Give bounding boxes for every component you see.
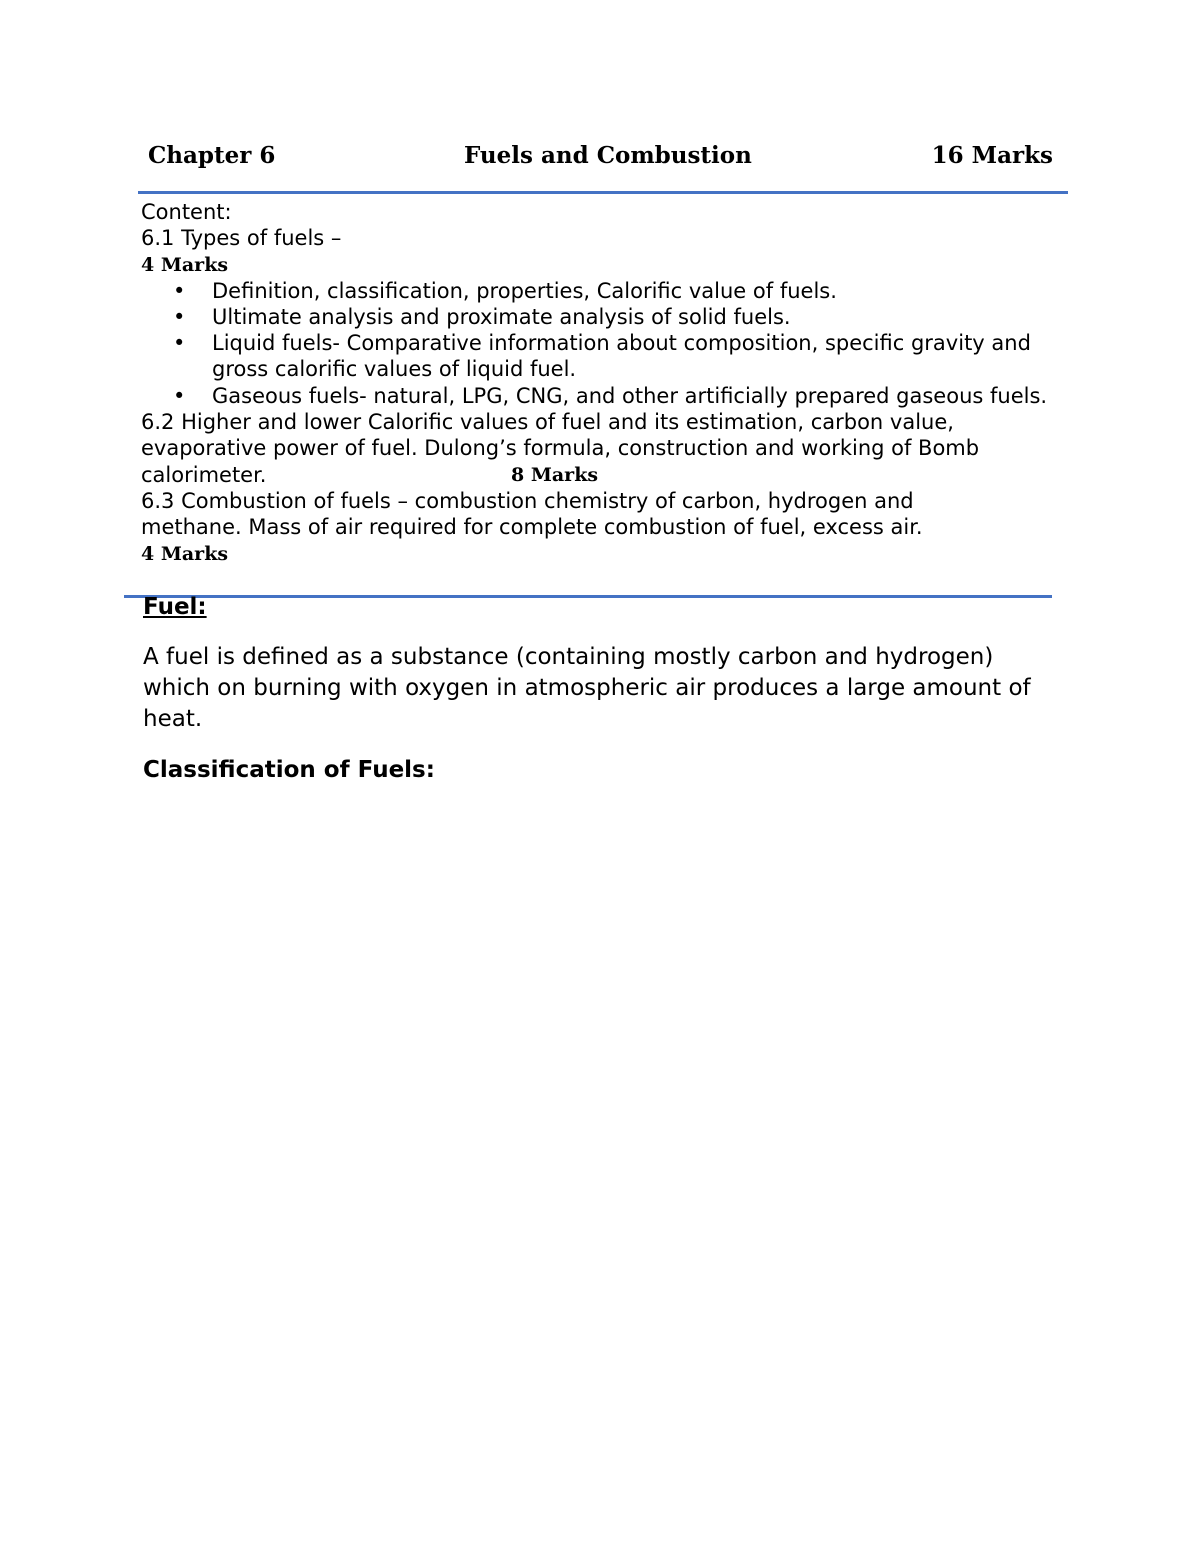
fuel-definition: A fuel is defined as a substance (containing mostly carbon and hydrogen) which on burning with oxygen in atmospheric air produces a large amount of heat. (143, 644, 1031, 732)
bullet-item: • Gaseous fuels- natural, LPG, CNG, and other artificially prepared gaseous fuels. (141, 383, 1056, 409)
section-6-3-line-1: 6.3 Combustion of fuels – combustion chemistry of carbon, hydrogen and (141, 488, 914, 513)
section-6-2-line-3 (141, 462, 1056, 488)
content-label: Content: (141, 200, 232, 224)
section-6-1-marks: 4 Marks (141, 253, 229, 276)
chapter-number: Chapter 6 (148, 142, 276, 169)
classification-heading: Classification of Fuels: (143, 757, 435, 783)
section-6-1-bullet-list (141, 278, 1056, 409)
fuel-heading: Fuel: (143, 594, 207, 620)
fuel-section (143, 592, 1058, 786)
section-6-2-line-1: 6.2 Higher and lower Calorific values of fuel and its estimation, carbon value, (141, 410, 954, 435)
chapter-marks: 16 Marks (931, 142, 1053, 169)
bullet-item: • Liquid fuels- Comparative information about composition, specific gravity and gross calorific values of liquid fuel. (141, 330, 1056, 383)
section-6-3-line-2: methane. Mass of air required for complete combustion of fuel, excess air. (141, 515, 923, 540)
bullet-item: • Ultimate analysis and proximate analysis of solid fuels. (141, 304, 1056, 330)
section-6-1-title: 6.1 Types of fuels – (141, 226, 342, 251)
syllabus-content (141, 199, 1056, 567)
chapter-title: Fuels and Combustion (464, 142, 752, 169)
section-6-2-line-3-text: calorimeter. (141, 462, 267, 487)
header-divider (138, 191, 1068, 194)
section-6-2-line-2: evaporative power of fuel. Dulong’s formula, construction and working of Bomb (141, 436, 980, 461)
section-6-3-marks: 4 Marks (141, 542, 229, 565)
bullet-item: • Definition, classification, properties, Calorific value of fuels. (141, 278, 1056, 304)
section-6-2-marks: 8 Marks (511, 463, 599, 486)
chapter-header (148, 142, 1053, 178)
